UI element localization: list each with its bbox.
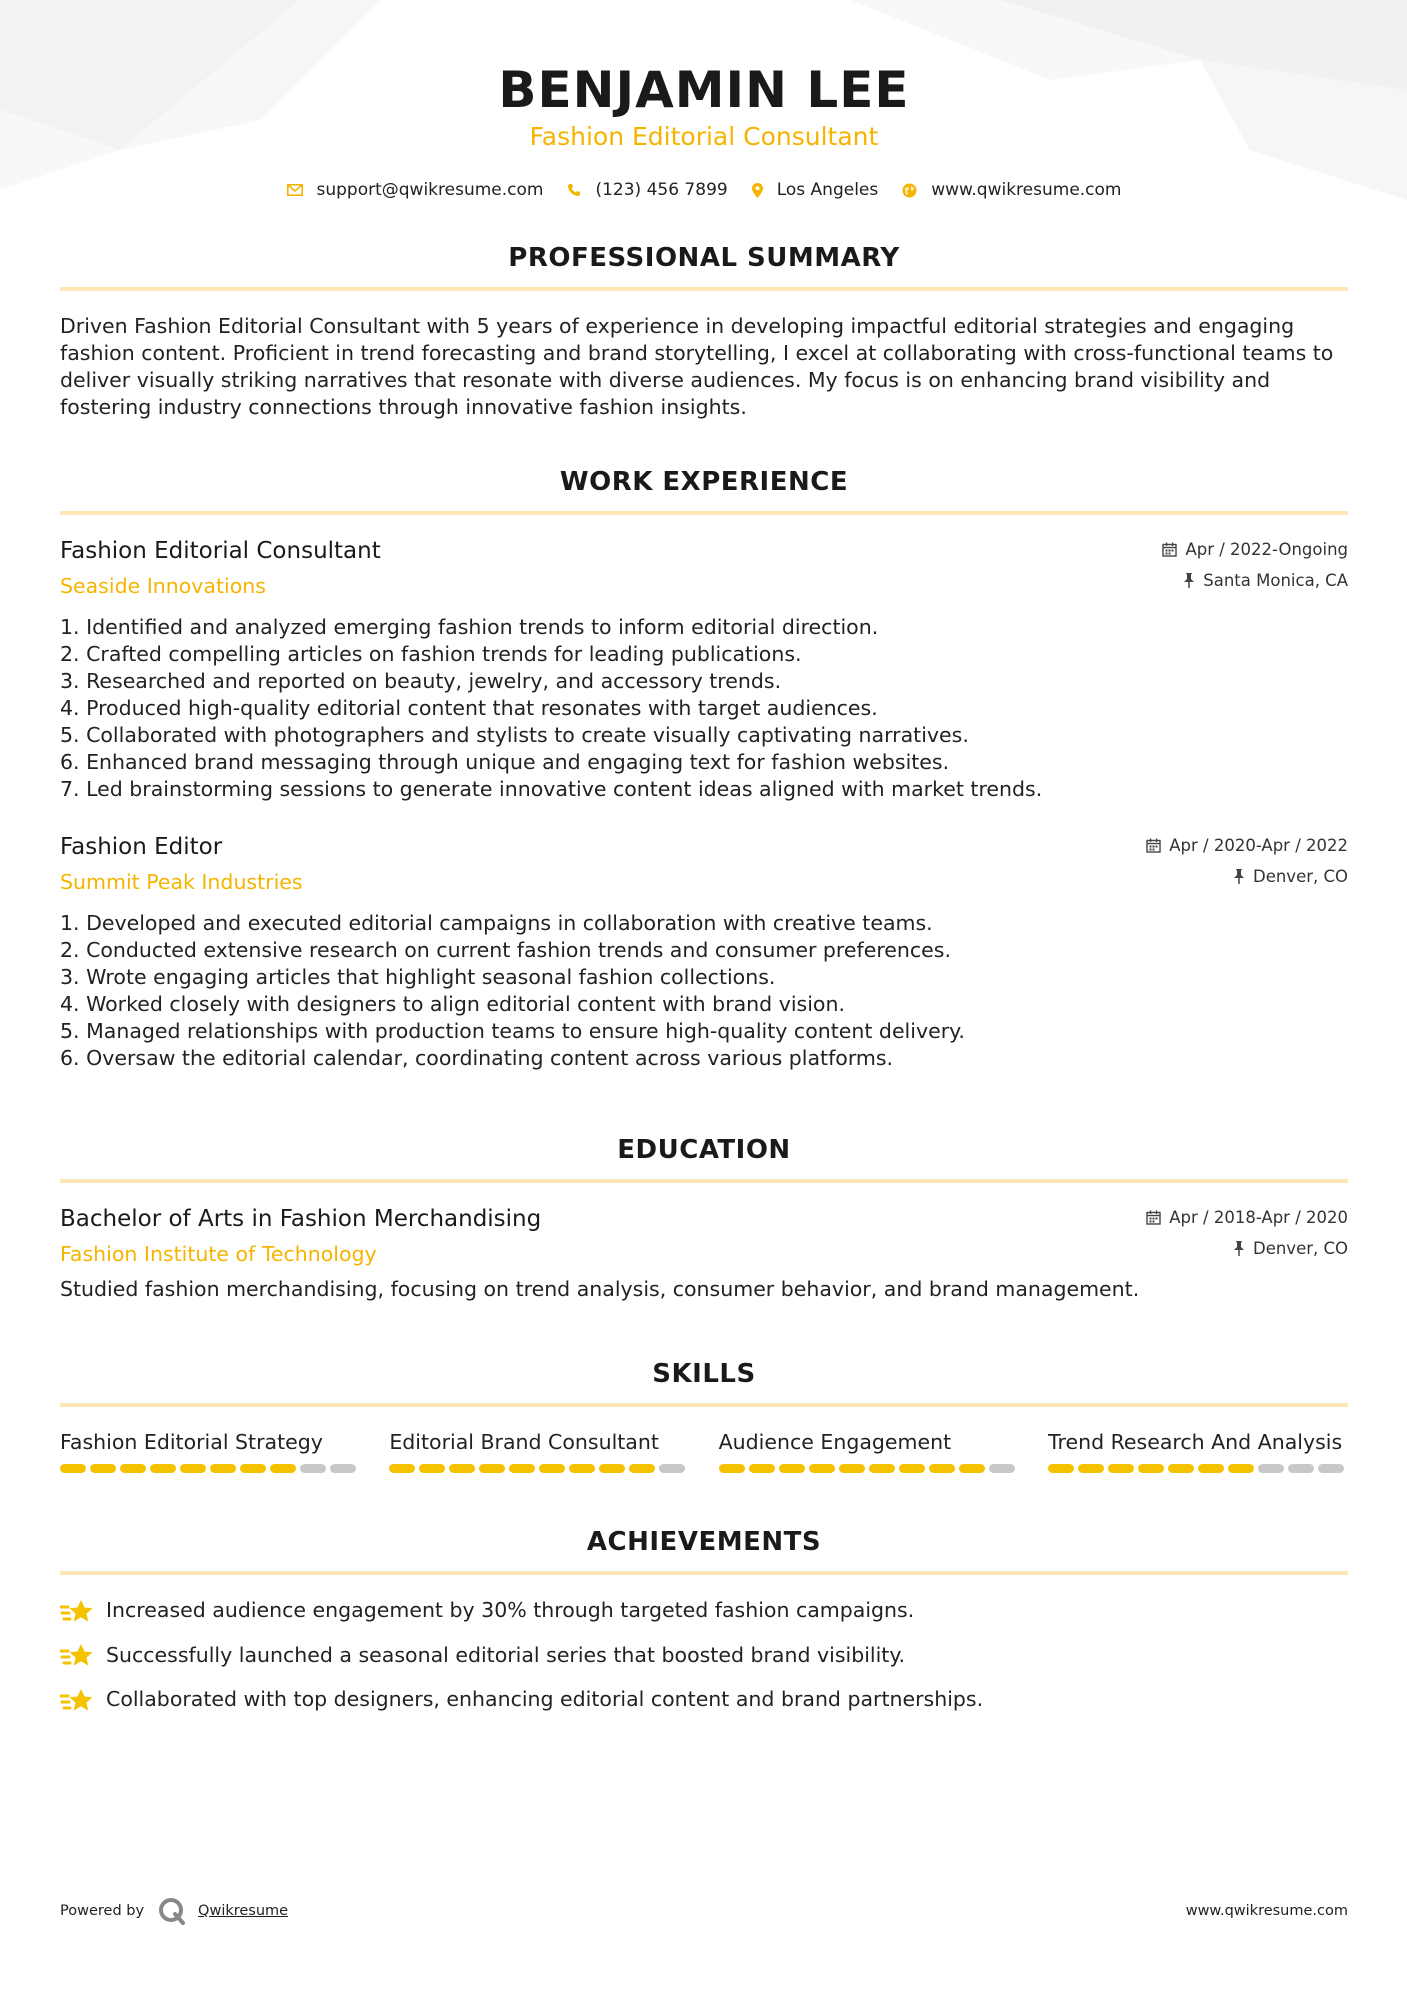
skill-segment-filled (1048, 1464, 1074, 1473)
phone-text: (123) 456 7899 (595, 180, 728, 200)
job-location (1233, 867, 1348, 886)
job-bullet: 3. Wrote engaging articles that highlight seasonal fashion collections. (60, 965, 776, 989)
job-location-text: Santa Monica, CA (1203, 571, 1348, 590)
job-bullets (60, 910, 1348, 1072)
resume-page (60, 0, 1348, 1919)
achievement-text: Increased audience engagement by 30% through targeted fashion campaigns. (106, 1598, 915, 1622)
summary-heading: PROFESSIONAL SUMMARY (508, 243, 900, 273)
skill-item (60, 1429, 360, 1473)
skill-segment-empty (1318, 1464, 1344, 1473)
job-bullet: 5. Collaborated with photographers and stylists to create visually captivating narratives. (60, 723, 969, 747)
skill-segment-filled (719, 1464, 745, 1473)
job-bullets (60, 614, 1348, 803)
job-bullet: 1. Developed and executed editorial campaigns in collaboration with creative teams. (60, 911, 933, 935)
candidate-name: BENJAMIN LEE (498, 61, 910, 119)
job-entry (60, 832, 1348, 1072)
job-dates (1162, 540, 1348, 559)
star-icon (60, 1598, 94, 1624)
job-bullet: 7. Led brainstorming sessions to generate innovative content ideas aligned with market trends. (60, 777, 1043, 801)
job-bullet: 4. Produced high-quality editorial content that resonates with target audiences. (60, 696, 878, 720)
skill-segment-filled (749, 1464, 775, 1473)
job-dates-text: Apr / 2020-Apr / 2022 (1169, 836, 1348, 855)
skill-item (1048, 1429, 1348, 1473)
skill-segment-filled (240, 1464, 266, 1473)
job-title: Fashion Editor (60, 834, 223, 860)
achievements-section (60, 1525, 1348, 1713)
skill-segment-filled (90, 1464, 116, 1473)
skill-segment-filled (779, 1464, 805, 1473)
education-heading: EDUCATION (617, 1135, 791, 1165)
skill-segment-filled (1138, 1464, 1164, 1473)
skill-segment-filled (629, 1464, 655, 1473)
skill-segment-filled (180, 1464, 206, 1473)
job-location-text: Denver, CO (1252, 867, 1348, 886)
education-description: Studied fashion merchandising, focusing on trend analysis, consumer behavior, and brand management. (60, 1277, 1140, 1301)
job-bullet: 5. Managed relationships with production teams to ensure high-quality content delivery. (60, 1019, 965, 1043)
section-divider (60, 1403, 1348, 1407)
globe-icon (902, 183, 917, 198)
section-divider (60, 1179, 1348, 1183)
education-dates-text: Apr / 2018-Apr / 2020 (1169, 1208, 1348, 1227)
skill-segment-empty (330, 1464, 356, 1473)
experience-section (60, 465, 1348, 1072)
skill-segment-filled (1108, 1464, 1134, 1473)
contact-website[interactable] (902, 180, 1121, 200)
job-location (1183, 571, 1348, 590)
skill-segment-filled (479, 1464, 505, 1473)
phone-icon (567, 183, 581, 197)
contact-phone[interactable] (567, 180, 727, 200)
skill-level-bar (60, 1464, 360, 1473)
skill-segment-filled (599, 1464, 625, 1473)
skill-name: Editorial Brand Consultant (389, 1430, 659, 1454)
education-location (1233, 1239, 1348, 1258)
job-bullet: 2. Conducted extensive research on current fashion trends and consumer preferences. (60, 938, 951, 962)
job-dates (1146, 836, 1348, 855)
education-location-text: Denver, CO (1252, 1239, 1348, 1258)
achievement-item (60, 1686, 1348, 1713)
job-bullet: 6. Enhanced brand messaging through unique and engaging text for fashion websites. (60, 750, 950, 774)
skill-segment-filled (210, 1464, 236, 1473)
skill-item (389, 1429, 689, 1473)
section-divider (60, 511, 1348, 515)
skill-item (719, 1429, 1019, 1473)
resume-header (60, 0, 1348, 200)
job-bullet: 3. Researched and reported on beauty, jewelry, and accessory trends. (60, 669, 782, 693)
skills-section (60, 1357, 1348, 1473)
pushpin-icon (1183, 573, 1195, 588)
skill-segment-empty (1288, 1464, 1314, 1473)
skill-segment-filled (569, 1464, 595, 1473)
job-bullet: 2. Crafted compelling articles on fashion trends for leading publications. (60, 642, 802, 666)
skill-segment-filled (809, 1464, 835, 1473)
skill-level-bar (1048, 1464, 1348, 1473)
experience-heading: WORK EXPERIENCE (559, 467, 849, 497)
skill-segment-filled (959, 1464, 985, 1473)
skill-level-bar (719, 1464, 1019, 1473)
skill-segment-empty (300, 1464, 326, 1473)
achievement-item (60, 1597, 1348, 1624)
school-name: Fashion Institute of Technology (60, 1242, 377, 1266)
star-icon (60, 1642, 94, 1668)
candidate-role: Fashion Editorial Consultant (529, 122, 879, 151)
achievement-text: Collaborated with top designers, enhancing editorial content and brand partnerships. (106, 1687, 984, 1711)
education-section (60, 1133, 1348, 1303)
skill-segment-filled (449, 1464, 475, 1473)
location-text: Los Angeles (776, 180, 879, 200)
page-footer (60, 1897, 1348, 1925)
achievements-heading: ACHIEVEMENTS (586, 1527, 822, 1557)
skill-segment-filled (60, 1464, 86, 1473)
skill-name: Audience Engagement (718, 1430, 952, 1454)
summary-section (60, 241, 1348, 421)
map-pin-icon (752, 183, 763, 198)
skill-segment-empty (1258, 1464, 1284, 1473)
skill-segment-filled (270, 1464, 296, 1473)
skill-segment-empty (989, 1464, 1015, 1473)
skill-segment-filled (839, 1464, 865, 1473)
star-icon (60, 1687, 94, 1713)
skill-segment-filled (1078, 1464, 1104, 1473)
degree-title: Bachelor of Arts in Fashion Merchandising (60, 1206, 542, 1232)
skill-segment-empty (659, 1464, 685, 1473)
pushpin-icon (1233, 869, 1245, 884)
job-title: Fashion Editorial Consultant (60, 538, 381, 564)
job-bullet: 4. Worked closely with designers to align editorial content with brand vision. (60, 992, 845, 1016)
achievement-text: Successfully launched a seasonal editorial series that boosted brand visibility. (106, 1642, 906, 1667)
summary-text: Driven Fashion Editorial Consultant with 5 years of experience in developing impactful editorial strategies and engaging fashion content. Proficient in trend forecasting and brand storytelling, I excel at collaborating with cross-functional teams to deliver visually striking narratives that resonate with diverse audiences. My focus is on enhancing brand visibility and fostering industry connections through innovative fashion insights. (60, 314, 1334, 419)
skill-segment-filled (1228, 1464, 1254, 1473)
email-text: support@qwikresume.com (316, 180, 544, 200)
skill-name: Trend Research And Analysis (1047, 1430, 1343, 1454)
achievement-item (60, 1642, 1348, 1669)
calendar-icon (1146, 1210, 1161, 1225)
skill-segment-filled (419, 1464, 445, 1473)
pushpin-icon (1233, 1241, 1245, 1256)
job-dates-text: Apr / 2022-Ongoing (1185, 540, 1348, 559)
section-divider (60, 1571, 1348, 1575)
job-bullet: 6. Oversaw the editorial calendar, coordinating content across various platforms. (60, 1046, 894, 1070)
brand-link[interactable]: Qwikresume (198, 1903, 289, 1919)
skill-segment-filled (1198, 1464, 1224, 1473)
contact-location (752, 180, 879, 200)
skill-segment-filled (1168, 1464, 1194, 1473)
skill-segment-filled (869, 1464, 895, 1473)
footer-website-link[interactable]: www.qwikresume.com (1185, 1903, 1348, 1919)
powered-by (60, 1897, 288, 1925)
skill-segment-filled (150, 1464, 176, 1473)
job-entry (60, 536, 1348, 803)
education-dates (1146, 1208, 1348, 1227)
skill-segment-filled (539, 1464, 565, 1473)
company-name: Seaside Innovations (60, 574, 266, 598)
section-divider (60, 287, 1348, 291)
website-text: www.qwikresume.com (931, 180, 1122, 200)
education-entry (60, 1204, 1348, 1303)
calendar-icon (1162, 542, 1177, 557)
qwikresume-logo-icon (158, 1897, 186, 1925)
skills-grid (60, 1429, 1348, 1473)
envelope-icon (287, 184, 303, 196)
powered-by-label: Powered by (60, 1903, 145, 1919)
job-bullet: 1. Identified and analyzed emerging fashion trends to inform editorial direction. (60, 615, 879, 639)
skill-level-bar (389, 1464, 689, 1473)
calendar-icon (1146, 838, 1161, 853)
skills-heading: SKILLS (652, 1359, 756, 1389)
skill-segment-filled (389, 1464, 415, 1473)
achievements-list (60, 1597, 1348, 1713)
company-name: Summit Peak Industries (60, 870, 303, 894)
skill-segment-filled (929, 1464, 955, 1473)
skill-segment-filled (120, 1464, 146, 1473)
contact-bar (60, 180, 1348, 200)
skill-segment-filled (509, 1464, 535, 1473)
skill-segment-filled (899, 1464, 925, 1473)
skill-name: Fashion Editorial Strategy (60, 1430, 323, 1454)
contact-email[interactable] (287, 180, 544, 200)
